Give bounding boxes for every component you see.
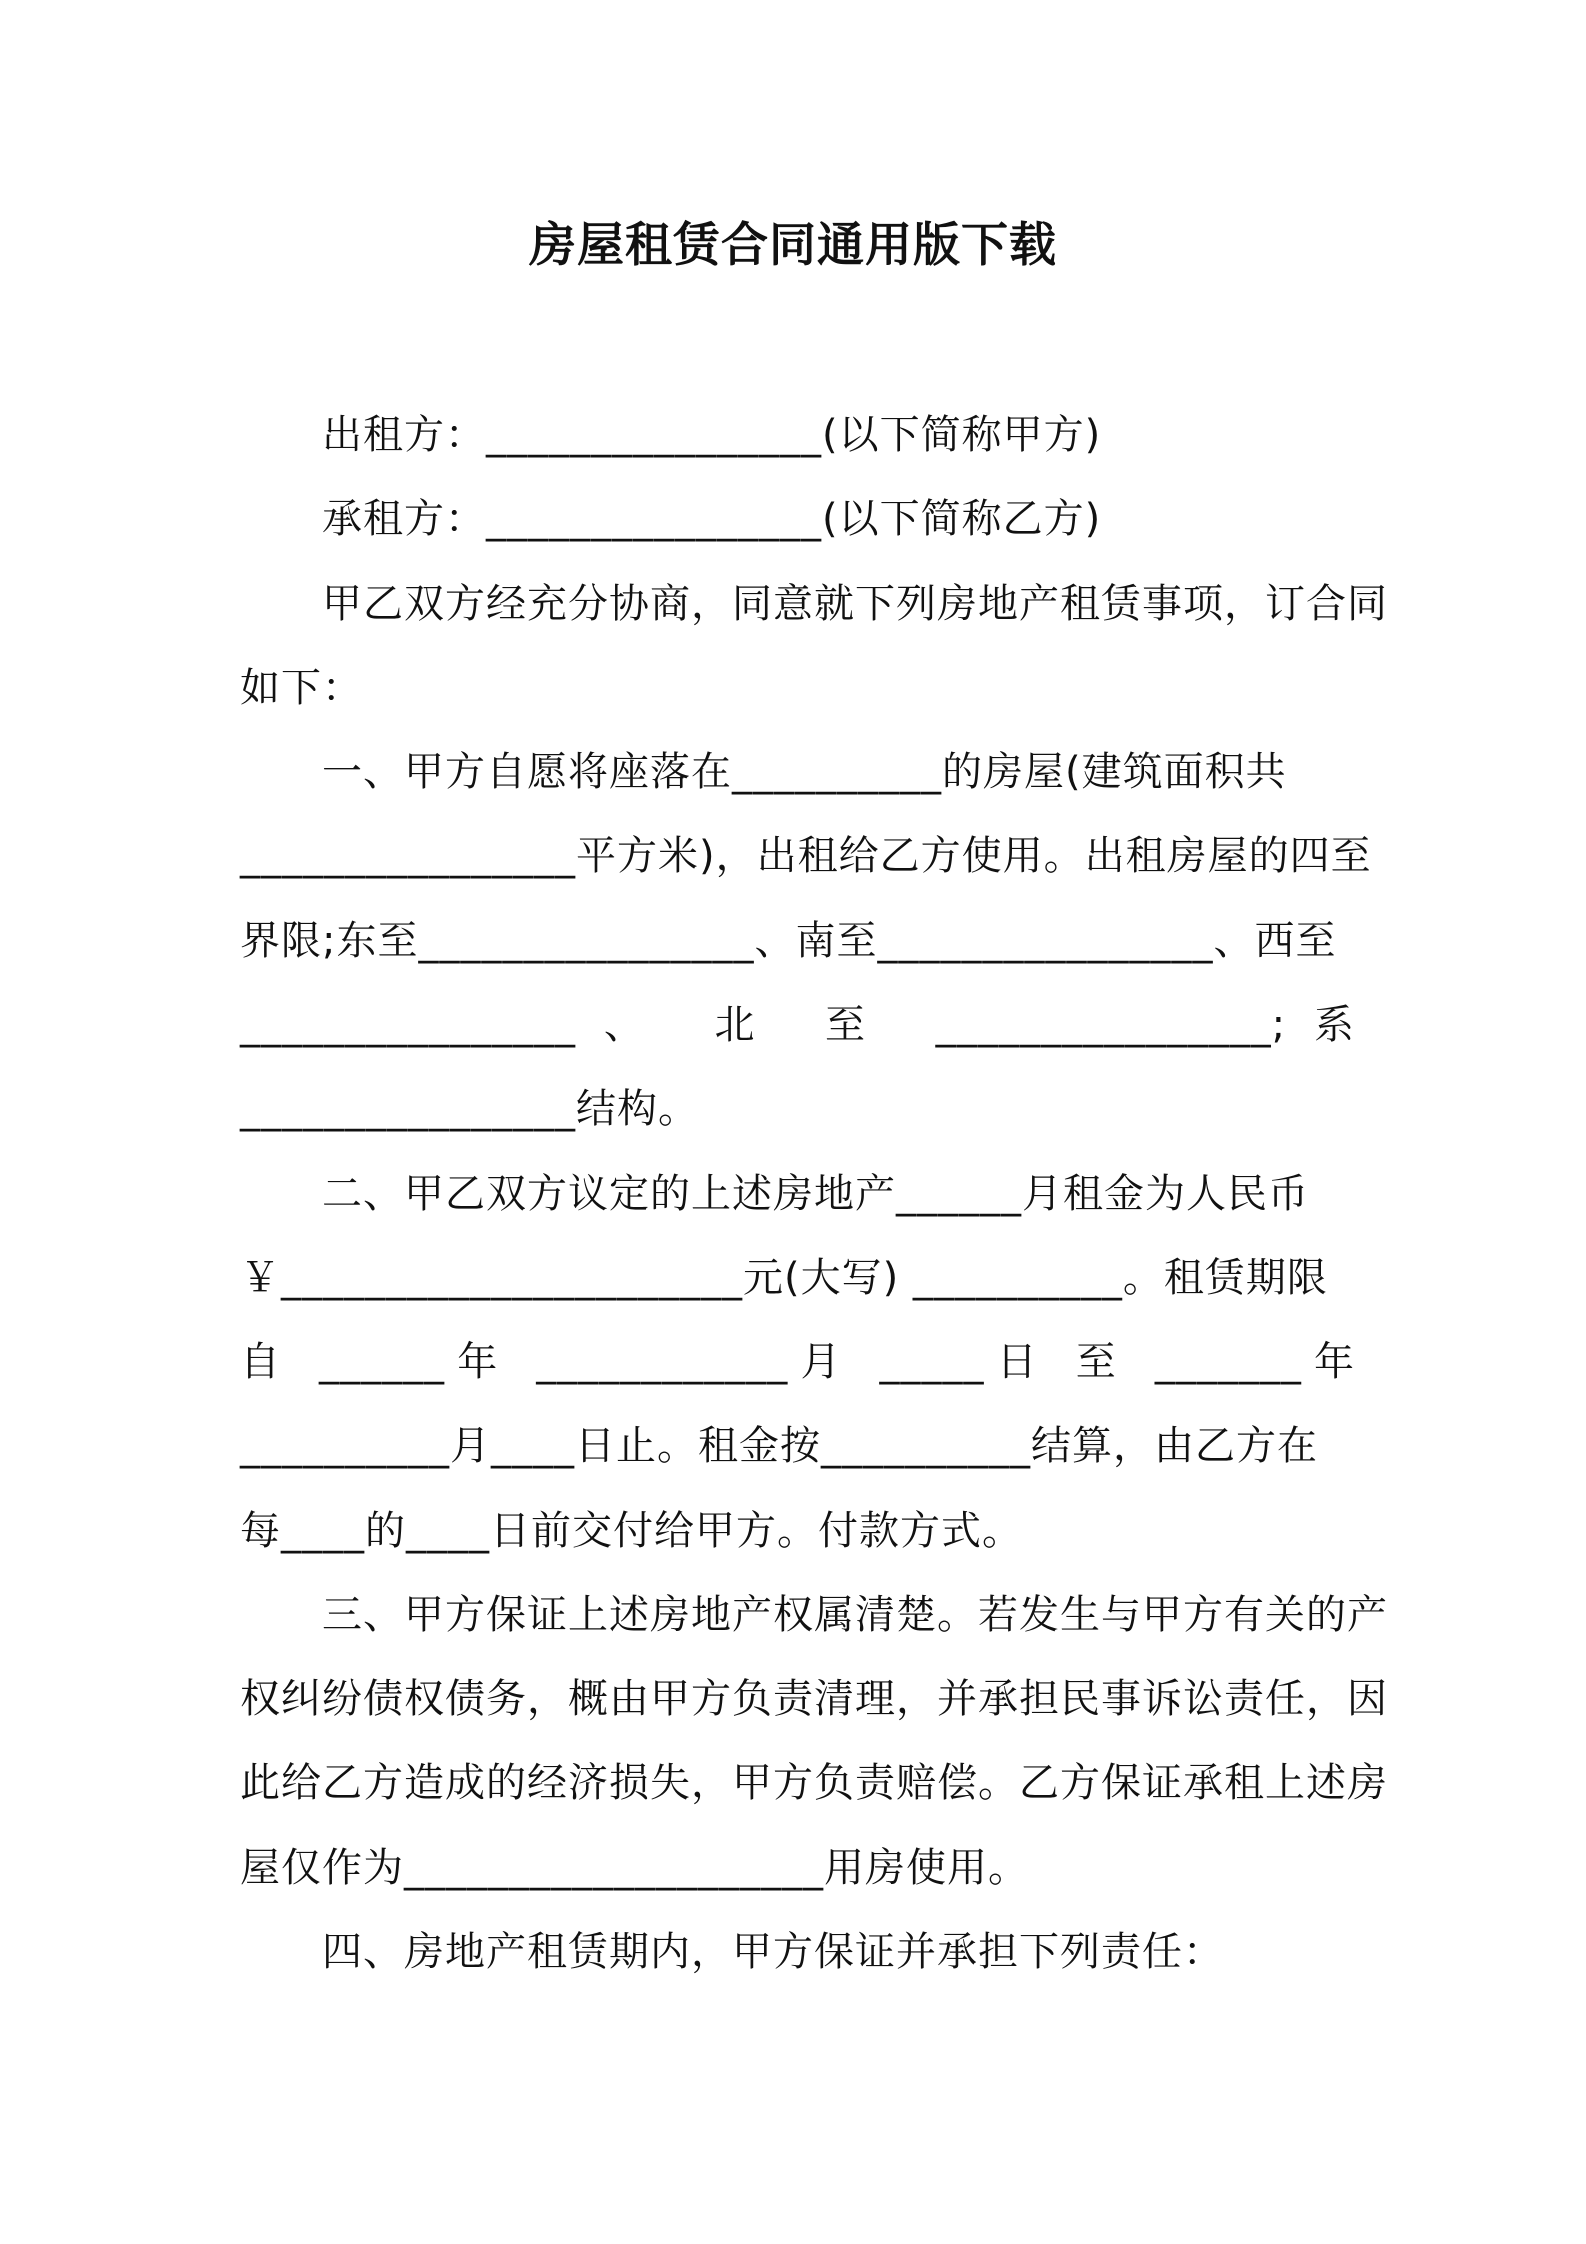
clause-4-line-1: 四、房地产租赁期内，甲方保证并承担下列责任：	[322, 1929, 1224, 1975]
clause-1-line-2: ________________平方米)，出租给乙方使用。出租房屋的四至	[240, 833, 1372, 879]
lessor-line: 出租方：________________(以下简称甲方)	[322, 412, 1102, 458]
clause-3-line-4: 屋仅作为____________________用房使用。	[240, 1845, 1029, 1891]
clause-3-line-1: 三、甲方保证上述房地产权属清楚。若发生与甲方有关的产	[322, 1592, 1388, 1638]
clause-1-line-3: 界限;东至________________、南至________________、西至	[240, 918, 1337, 964]
clause-2-line-5: 每____的____日前交付给甲方。付款方式。	[240, 1508, 1023, 1554]
clause-2-line-4: __________月____日止。租金按__________结算，由乙方在	[240, 1423, 1318, 1469]
document-title: 房屋租赁合同通用版下载	[529, 218, 1057, 273]
clause-2-line-3: 自 ______年 ____________月 _____日 至 _______年	[240, 1339, 1355, 1385]
intro-line-1: 甲乙双方经充分协商，同意就下列房地产租赁事项，订合同	[322, 581, 1388, 627]
clause-1-line-4: ________________、 北 至 ________________;系	[240, 1002, 1355, 1048]
intro-line-2: 如下：	[240, 665, 363, 711]
clause-1-line-5: ________________结构。	[240, 1086, 699, 1132]
clause-2-line-2: ￥______________________元(大写) __________。租赁期限	[240, 1255, 1328, 1301]
clause-1-line-1: 一、甲方自愿将座落在__________的房屋(建筑面积共	[322, 749, 1287, 795]
lessee-line: 承租方：________________(以下简称乙方)	[322, 496, 1102, 542]
clause-2-line-1: 二、甲乙双方议定的上述房地产______月租金为人民币	[322, 1171, 1309, 1217]
clause-3-line-3: 此给乙方造成的经济损失，甲方负责赔偿。乙方保证承租上述房	[240, 1760, 1388, 1806]
clause-3-line-2: 权纠纷债权债务，概由甲方负责清理，并承担民事诉讼责任，因	[240, 1676, 1388, 1722]
